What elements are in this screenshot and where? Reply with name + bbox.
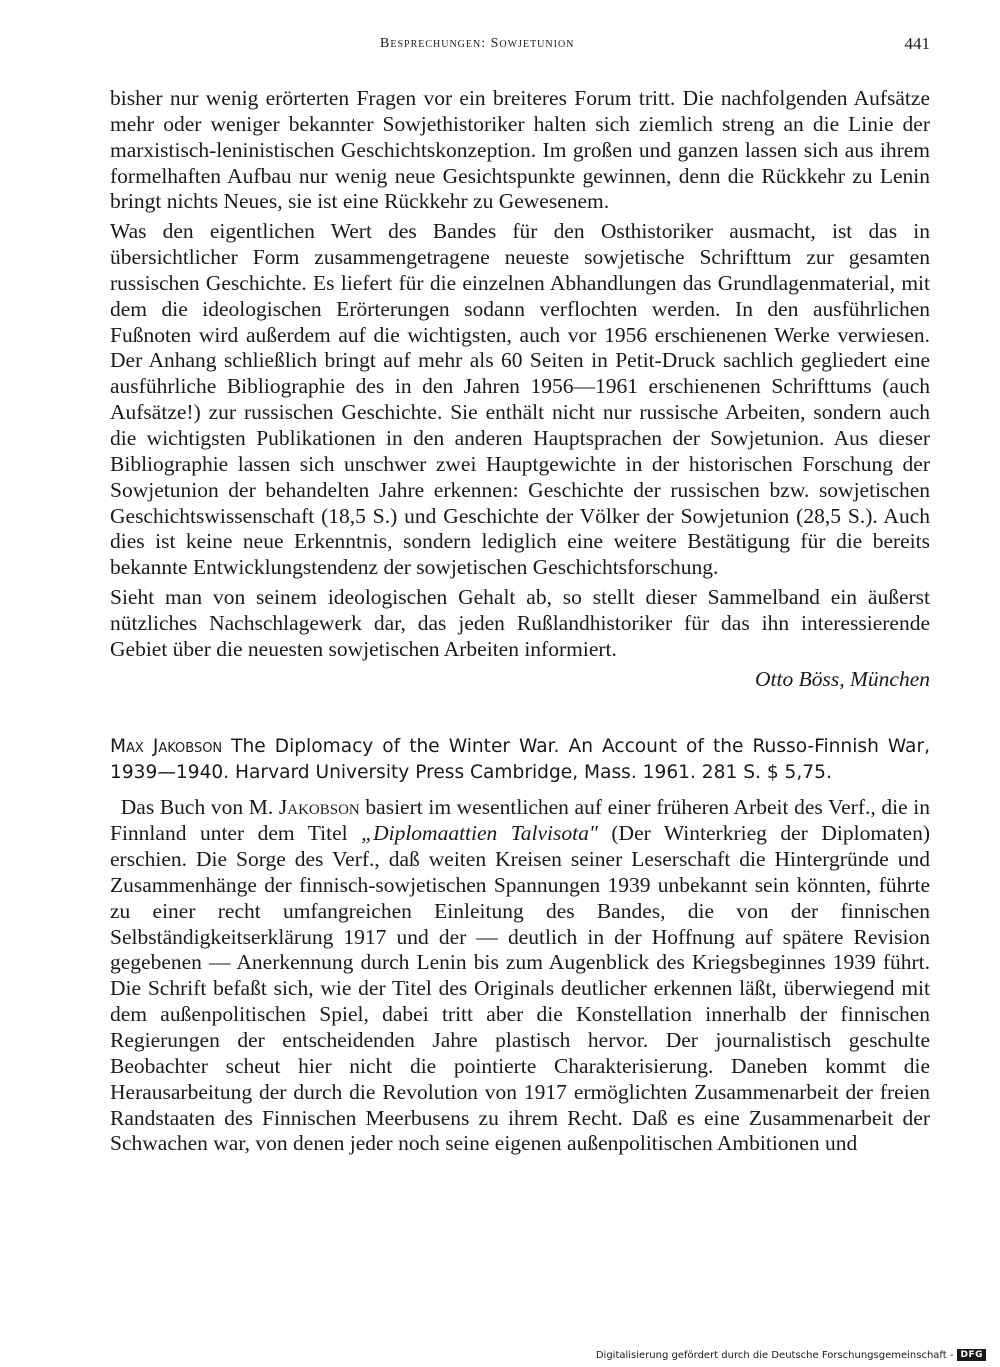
body-text [110, 86, 930, 1157]
review-paragraph [110, 795, 930, 1157]
paragraph-2: Was den eigentlichen Wert des Bandes für den Osthistoriker ausmacht, ist das in übersichtlicher Form zusammengetragene neueste sowjetische Schrifttum zur gesamten russischen Geschichte. Es liefert für die einzelnen Abhandlungen das Grundlagenmaterial, mit dem die ideologischen Erörterungen sodann verflochten werden. In den ausführlichen Fußnoten wird außerdem auf die wichtigsten, auch vor 1956 erschienenen Werke verwiesen. Der Anhang schließlich bringt auf mehr als 60 Seiten in Petit-Druck sachlich gegliedert eine ausführliche Bibliographie des in den Jahren 1956—1961 erschienenen Schrifttums (auch Aufsätze!) zur russischen Geschichte. Sie enthält nicht nur russische Arbeiten, sondern auch die wichtigsten Publikationen in den anderen Hauptsprachen der Sowjetunion. Aus dieser Bibliographie lassen sich unschwer zwei Hauptgewichte in der historischen Forschung der Sowjetunion der behandelten Jahre erkennen: Geschichte der russischen bzw. sowjetischen Geschichtswissenschaft (18,5 S.) und Geschichte der Völker der Sowjetunion (28,5 S.). Auch dies ist keine neue Erkenntnis, sondern lediglich eine weitere Bestätigung für die bereits bekannte Entwicklungstendenz der sowjetischen Geschichtsforschung. [110, 219, 930, 580]
paragraph-3: Sieht man von seinem ideologischen Gehalt ab, so stellt dieser Sammelband ein äußerst nützliches Nachschlagewerk dar, das jeden Rußlandhistoriker für das ihn interessierende Gebiet über die neuesten sowjetischen Arbeiten informiert. [110, 585, 930, 661]
review-author-ref: Jakobson [278, 795, 360, 820]
review-text-rest: (Der Winterkrieg der Diplomaten) erschien. Die Sorge des Verf., daß weiten Kreisen seiner Leserschaft die Hintergründe und Zusammenhänge der finnisch-sowjetischen Spannungen 1939 unbekannt sein könnten, führte zu einer recht umfangreichen Einleitung des Bandes, die von der finnischen Selbständigkeitserklärung 1917 und der — deutlich in der Hoffnung auf spätere Revision gegebenen — Anerkennung durch Lenin bis zum Augenblick des Kriegsbeginnes 1939 führt. Die Schrift befaßt sich, wie der Titel des Originals deutlicher erkennen läßt, überwiegend mit dem außenpolitischen Spiel, dabei tritt aber die Konstellation innerhalb der finnischen Regierungen der entscheidenden Jahre plastisch hervor. Der journalistisch geschulte Beobachter scheut hier nicht die pointierte Charakterisierung. Daneben kommt die Herausarbeitung der durch die Revolution von 1917 ermöglichten Zusammenarbeit der freien Randstaaten des Finnischen Meerbusens zu ihrem Recht. Daß es eine Zusammenarbeit der Schwachen war, von denen jeder noch seine eigenen außenpolitischen Ambitionen und [110, 821, 931, 1156]
paragraph-1: bisher nur wenig erörterten Fragen vor ein breiteres Forum tritt. Die nachfolgenden Aufsätze mehr oder weniger bekannter Sowjethistoriker halten sich ziemlich streng an die Linie der marxistisch-leninistischen Geschichtskonzeption. Im großen und ganzen lassen sich aus ihrem formelhaften Aufbau nur wenig neue Gesichtspunkte gewinnen, denn die Rückkehr zu Lenin bringt nichts Neues, sie ist eine Rückkehr zu Gewesenem. [110, 86, 930, 214]
reviewer-signature: Otto Böss, München [755, 666, 930, 691]
footer-text: Digitalisierung gefördert durch die Deutsche Forschungsgemeinschaft - [595, 1349, 954, 1361]
review-work-title: „Diplomaattien Talvisota" [361, 821, 598, 846]
review-text-start: Das Buch von M. [120, 795, 279, 820]
dfg-logo-icon: DFG [957, 1349, 986, 1361]
review-text-mid: basiert im wesentlichen auf einer früheren Arbeit des Verf., die in Finnland unter dem Titel [110, 795, 931, 846]
review-citation [110, 734, 930, 785]
digitization-footer [596, 1349, 986, 1361]
review-book-details: The Diplomacy of the Winter War. An Account of the Russo-Finnish War, 1939—1940. Harvard University Press Cambridge, Mass. 1961. 281 S. $ 5,75. [110, 736, 930, 783]
running-head-title: Besprechungen: Sowjetunion [380, 36, 575, 51]
review-book-author: Max Jakobson [110, 736, 223, 758]
page-number: 441 [904, 34, 930, 53]
running-head [110, 36, 930, 60]
